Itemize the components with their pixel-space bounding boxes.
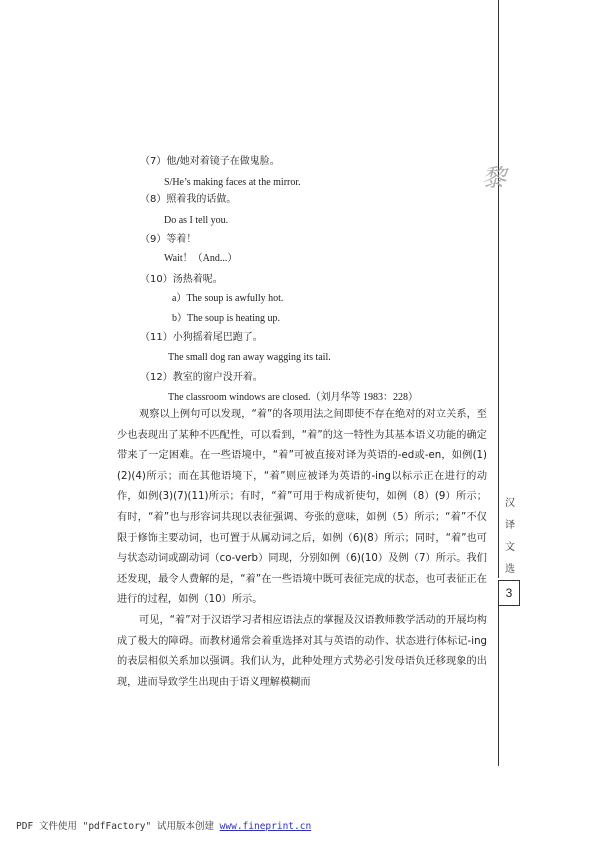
paragraph-2: 可见，“着”对于汉语学习者相应语法点的掌握及汉语教师教学活动的开展均构成了极大的障碍。而教材通常会着重选择对其与英语的动作、状态进行体标记-ing的表层相似关系加以强调。我们认为，此种处理方式势必引发母语负迁移现象的出现，进而导致学生出现由于语义理解模糊而 — [117, 614, 487, 688]
example-chinese: 等着！ — [166, 234, 197, 245]
example-chinese: 照着我的话做。 — [166, 194, 237, 205]
example-number: （11） — [140, 332, 173, 343]
example-11-translation: The small dog ran away wagging its tail. — [168, 352, 331, 363]
example-7-translation: S/He’s making faces at the mirror. — [164, 177, 301, 188]
page-number: 3 — [498, 580, 520, 606]
example-chinese: 他/她对着镜子在做鬼脸。 — [166, 156, 280, 167]
example-12-translation: The classroom windows are closed.（刘月华等 1983：228） — [168, 392, 418, 403]
series-title-char: 文 — [505, 542, 515, 553]
example-10b-translation: b）The soup is heating up. — [172, 313, 281, 324]
example-7 — [140, 156, 280, 168]
series-title-char: 译 — [505, 520, 515, 531]
example-11 — [140, 332, 263, 344]
example-number: （7） — [140, 156, 167, 167]
example-9 — [140, 234, 196, 246]
body-text — [117, 405, 487, 693]
example-chinese: 小狗摇着尾巴跑了。 — [172, 332, 263, 343]
footer-text: PDF 文件使用 "pdfFactory" 试用版本创建 — [16, 821, 220, 832]
margin-rule-top — [498, 0, 499, 578]
example-10a-translation: a）The soup is awfully hot. — [172, 293, 284, 304]
margin-rule-bottom — [498, 606, 499, 766]
footer-link[interactable]: www.fineprint.cn — [219, 821, 312, 832]
series-seal-logo: 黎 — [482, 164, 506, 192]
example-10 — [140, 274, 223, 286]
example-number: （8） — [140, 194, 167, 205]
series-title-char: 选 — [505, 564, 515, 575]
example-number: （10） — [140, 274, 173, 285]
example-8 — [140, 194, 236, 206]
example-8-translation: Do as I tell you. — [164, 215, 229, 226]
pdf-footer — [16, 818, 311, 832]
example-chinese: 教室的窗户没开着。 — [172, 372, 263, 383]
paragraph-1: 观察以上例句可以发现，“着”的各项用法之间即使不存在绝对的对立关系，至少也表现出了某种不匹配性，可以看到，“着”的这一特性为其基本语义功能的确定带来了一定困难。在一些语境中，“着”可被直接对译为英语的-ed或-en，如例(1)(2)(4)所示；而在其他语境下，“着”则应被译为英语的-ing以标示正在进行的动作，如例(3)(7)(11)所示；有时，“着”可用于构成祈使句，如例（8）(9）所示；有时，“着”也与形容词共现以表征强调、夸张的意味，如例（5）所示；“着”不仅限于修饰主要动词，也可置于从属动词之后，如例（6)(8）所示；同时，“着”也可与状态动词或副动词（co-verb）同现，分别如例（6)(10）及例（7）所示。我们还发现，最令人费解的是，“着”在一些语境中既可表征完成的状态，也可表征正在进行的过程，如例（10）所示。 — [117, 409, 487, 606]
example-chinese: 汤热着呢。 — [172, 274, 223, 285]
series-title-char: 汉 — [505, 498, 515, 509]
example-number: （9） — [140, 234, 167, 245]
example-number: （12） — [140, 372, 173, 383]
example-12 — [140, 372, 263, 384]
example-9-translation: Wait！（And...） — [164, 253, 238, 264]
